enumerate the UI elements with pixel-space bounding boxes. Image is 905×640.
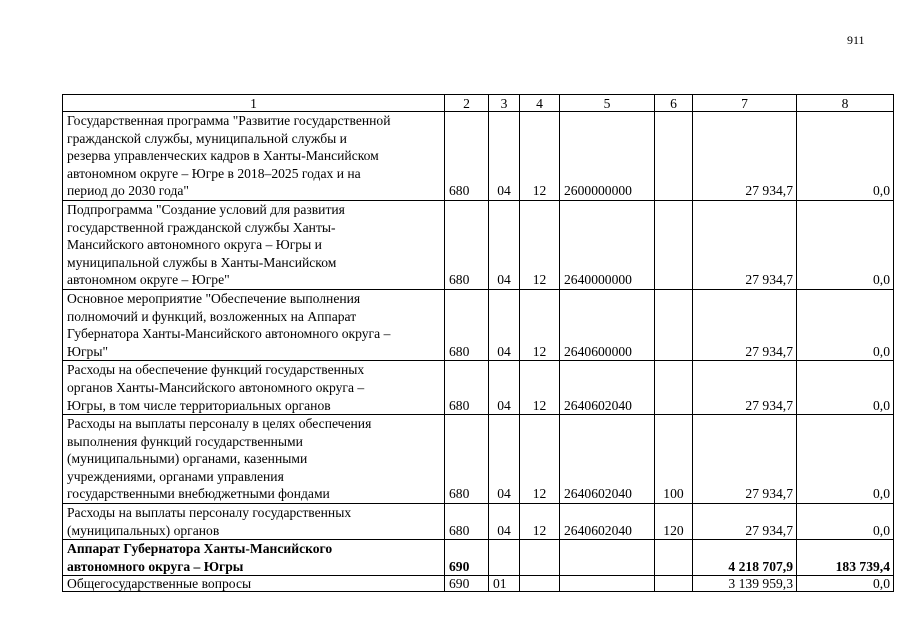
amount-total: 27 934,7: [693, 200, 797, 289]
target-article-code: 2600000000: [560, 112, 655, 201]
table-row: [63, 200, 894, 289]
target-article-code: [560, 540, 655, 576]
subsection-code: 12: [520, 504, 560, 540]
item-name: Государственная программа "Развитие государственной гражданской службы, муниципальной службы и резерва управленческих кадров в Ханты-Мансийском автономном округе – Югре в 2018–2025 годах и на период до 2030 года": [63, 112, 445, 201]
amount-subvention: 0,0: [797, 112, 894, 201]
subsection-code: 12: [520, 112, 560, 201]
amount-subvention: 0,0: [797, 415, 894, 504]
column-header: 6: [655, 95, 693, 112]
column-header: 1: [63, 95, 445, 112]
item-name: Расходы на выплаты персоналу в целях обеспечения выполнения функций государственными (муниципальными) органами, казенными учреждениями, органами управления государственными внебюджетными фондами: [63, 415, 445, 504]
target-article-code: 2640602040: [560, 415, 655, 504]
amount-subvention: 0,0: [797, 576, 894, 592]
subsection-code: 12: [520, 415, 560, 504]
section-code: 04: [489, 415, 520, 504]
subsection-code: 12: [520, 361, 560, 415]
table-row: [63, 112, 894, 201]
table-row: [63, 540, 894, 576]
item-name: Основное мероприятие "Обеспечение выполнения полномочий и функций, возложенных на Аппарат Губернатора Ханты-Мансийского автономного округа – Югры": [63, 289, 445, 360]
section-code: 04: [489, 200, 520, 289]
section-code: 01: [489, 576, 520, 592]
ministry-code: 690: [445, 540, 489, 576]
subsection-code: [520, 576, 560, 592]
amount-total: 27 934,7: [693, 112, 797, 201]
amount-total: 3 139 959,3: [693, 576, 797, 592]
amount-subvention: 183 739,4: [797, 540, 894, 576]
expense-type-code: [655, 540, 693, 576]
table-row: [63, 415, 894, 504]
section-code: 04: [489, 289, 520, 360]
table-header-row: [63, 95, 894, 112]
column-header: 5: [560, 95, 655, 112]
ministry-code: 680: [445, 112, 489, 201]
section-code: 04: [489, 112, 520, 201]
table-row: [63, 576, 894, 592]
subsection-code: 12: [520, 289, 560, 360]
amount-total: 27 934,7: [693, 289, 797, 360]
item-name: Общегосударственные вопросы: [63, 576, 445, 592]
item-name: Подпрограмма "Создание условий для развития государственной гражданской службы Ханты- Мансийского автономного округа – Югры и муниципальной службы в Ханты-Мансийском автономном округе – Югре": [63, 200, 445, 289]
expense-type-code: [655, 112, 693, 201]
section-code: [489, 540, 520, 576]
column-header: 7: [693, 95, 797, 112]
table-row: [63, 361, 894, 415]
column-header: 8: [797, 95, 894, 112]
amount-subvention: 0,0: [797, 289, 894, 360]
column-header: 2: [445, 95, 489, 112]
expense-type-code: [655, 576, 693, 592]
expense-type-code: [655, 289, 693, 360]
ministry-code: 680: [445, 361, 489, 415]
expense-type-code: [655, 361, 693, 415]
target-article-code: [560, 576, 655, 592]
amount-total: 27 934,7: [693, 361, 797, 415]
ministry-code: 680: [445, 504, 489, 540]
table-row: [63, 504, 894, 540]
item-name: Аппарат Губернатора Ханты-Мансийского автономного округа – Югры: [63, 540, 445, 576]
subsection-code: 12: [520, 200, 560, 289]
budget-table: [62, 94, 894, 592]
target-article-code: 2640000000: [560, 200, 655, 289]
item-name: Расходы на выплаты персоналу государственных (муниципальных) органов: [63, 504, 445, 540]
section-code: 04: [489, 361, 520, 415]
amount-subvention: 0,0: [797, 361, 894, 415]
target-article-code: 2640602040: [560, 361, 655, 415]
amount-total: 27 934,7: [693, 504, 797, 540]
amount-subvention: 0,0: [797, 200, 894, 289]
expense-type-code: 100: [655, 415, 693, 504]
section-code: 04: [489, 504, 520, 540]
expense-type-code: 120: [655, 504, 693, 540]
ministry-code: 690: [445, 576, 489, 592]
ministry-code: 680: [445, 200, 489, 289]
column-header: 4: [520, 95, 560, 112]
amount-total: 4 218 707,9: [693, 540, 797, 576]
target-article-code: 2640600000: [560, 289, 655, 360]
subsection-code: [520, 540, 560, 576]
ministry-code: 680: [445, 415, 489, 504]
expense-type-code: [655, 200, 693, 289]
amount-subvention: 0,0: [797, 504, 894, 540]
table-row: [63, 289, 894, 360]
ministry-code: 680: [445, 289, 489, 360]
page-number: 911: [847, 33, 865, 47]
target-article-code: 2640602040: [560, 504, 655, 540]
item-name: Расходы на обеспечение функций государственных органов Ханты-Мансийского автономного округа – Югры, в том числе территориальных органов: [63, 361, 445, 415]
amount-total: 27 934,7: [693, 415, 797, 504]
column-header: 3: [489, 95, 520, 112]
